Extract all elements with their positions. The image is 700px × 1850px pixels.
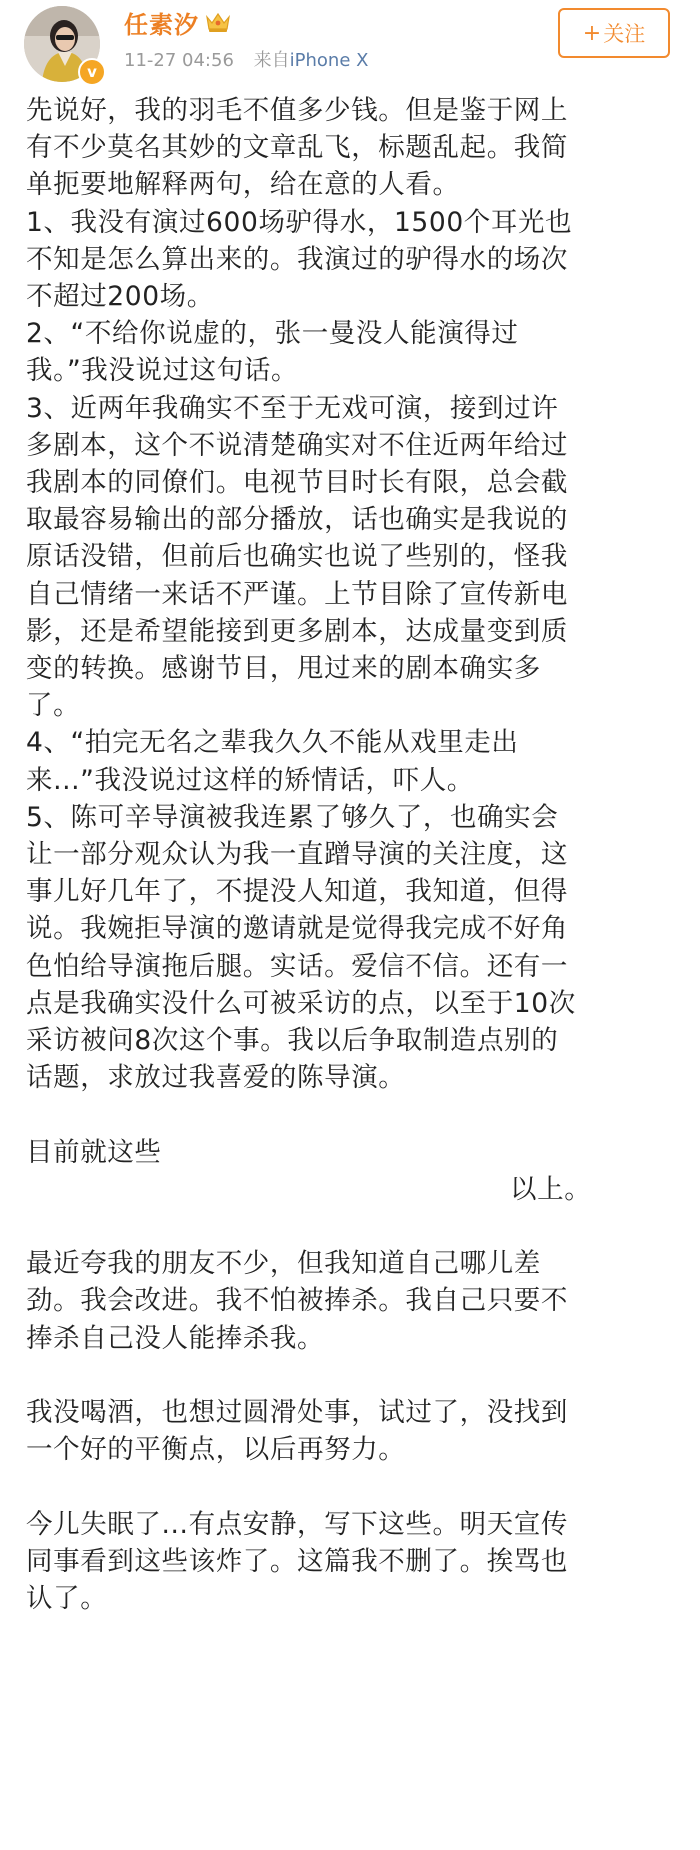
paragraph-gap (26, 1096, 682, 1133)
post-text-line: 自己情绪一来话不严谨。上节目除了宣传新电 (26, 578, 568, 610)
post-text-line: 我剧本的同僚们。电视节目时长有限，总会截 (26, 467, 568, 499)
post-text-line: 3、近两年我确实不至于无戏可演，接到过许 (26, 392, 559, 424)
post-text-line: 影，还是希望能接到更多剧本，达成量变到质 (26, 615, 568, 647)
post-text-line: 目前就这些 (26, 1136, 162, 1168)
post-text-line: 话题，求放过我喜爱的陈导演。 (26, 1062, 406, 1094)
post-text-line: 采访被问8次这个事。我以后争取制造点别的 (26, 1025, 559, 1057)
post-text-line: 同事看到这些该炸了。这篇我不删了。挨骂也 (26, 1545, 568, 1577)
post-text-line: 一个好的平衡点，以后再努力。 (26, 1434, 406, 1466)
follow-button[interactable] (558, 8, 670, 58)
post-meta (124, 46, 368, 72)
paragraph-gap (26, 1468, 682, 1505)
post-text-line: 不超过200场。 (26, 281, 214, 313)
post-text-line: 单扼要地解释两句，给在意的人看。 (26, 169, 460, 201)
source-prefix: 来自 (253, 50, 290, 71)
paragraph-gap (26, 1208, 682, 1245)
post-body (26, 92, 682, 1617)
post-text-line: 2、“不给你说虚的，张一曼没人能演得过 (26, 318, 519, 350)
post-text-line: 多剧本，这个不说清楚确实对不住近两年给过 (26, 429, 568, 461)
post-timestamp: 11-27 04:56 (124, 50, 234, 71)
post-text-line: 变的转换。感谢节目，甩过来的剧本确实多 (26, 653, 541, 685)
post-text-line: 最近夸我的朋友不少，但我知道自己哪儿差 (26, 1248, 541, 1280)
post-text-line: 事儿好几年了，不提没人知道，我知道，但得 (26, 876, 568, 908)
post-text-line: 劲。我会改进。我不怕被捧杀。我自己只要不 (26, 1285, 568, 1317)
crown-icon (205, 11, 231, 33)
post-header (0, 0, 700, 100)
post-text-line: 先说好，我的羽毛不值多少钱。但是鉴于网上 (26, 95, 568, 126)
post-text-line: 点是我确实没什么可被采访的点，以至于10次 (26, 987, 576, 1019)
follow-label: 关注 (603, 22, 646, 46)
post-text-line: 让一部分观众认为我一直蹭导演的关注度，这 (26, 839, 568, 871)
post-text-line: 认了。 (26, 1583, 108, 1615)
post-text-line: 捧杀自己没人能捧杀我。 (26, 1322, 325, 1354)
post-text-line: 4、“拍完无名之辈我久久不能从戏里走出 (26, 727, 519, 759)
device-source-link[interactable]: iPhone X (289, 50, 369, 71)
post-text-line: 取最容易输出的部分播放，话也确实是我说的 (26, 504, 568, 536)
post-text-line: 不知是怎么算出来的。我演过的驴得水的场次 (26, 243, 568, 275)
username[interactable]: 任素汐 (124, 10, 199, 39)
post-text-line: 我。”我没说过这句话。 (26, 355, 299, 387)
post-text-line: 来...”我没说过这样的矫情话，吓人。 (26, 764, 474, 796)
plus-icon: + (582, 20, 602, 46)
post-text-line: 我没喝酒，也想过圆滑处事，试过了，没找到 (26, 1397, 568, 1429)
post-text-line: 今儿失眠了...有点安静，写下这些。明天宣传 (26, 1508, 568, 1540)
post-text-line: 色怕给导演拖后腿。实话。爱信不信。还有一 (26, 950, 568, 982)
post-text-line: 有不少莫名其妙的文章乱飞，标题乱起。我简 (26, 132, 568, 164)
post-text-line: 5、陈可辛导演被我连累了够久了，也确实会 (26, 801, 559, 833)
post-text-line: 说。我婉拒导演的邀请就是觉得我完成不好角 (26, 913, 568, 945)
paragraph-gap (26, 1357, 682, 1394)
closing-line: 以上。 (510, 1173, 592, 1205)
post-text-line: 1、我没有演过600场驴得水，1500个耳光也 (26, 206, 573, 238)
username-row (124, 4, 231, 40)
post-text-line: 原话没错，但前后也确实也说了些别的，怪我 (26, 541, 568, 573)
verified-badge-icon: v (78, 58, 106, 86)
post-text-line: 了。 (26, 690, 81, 722)
